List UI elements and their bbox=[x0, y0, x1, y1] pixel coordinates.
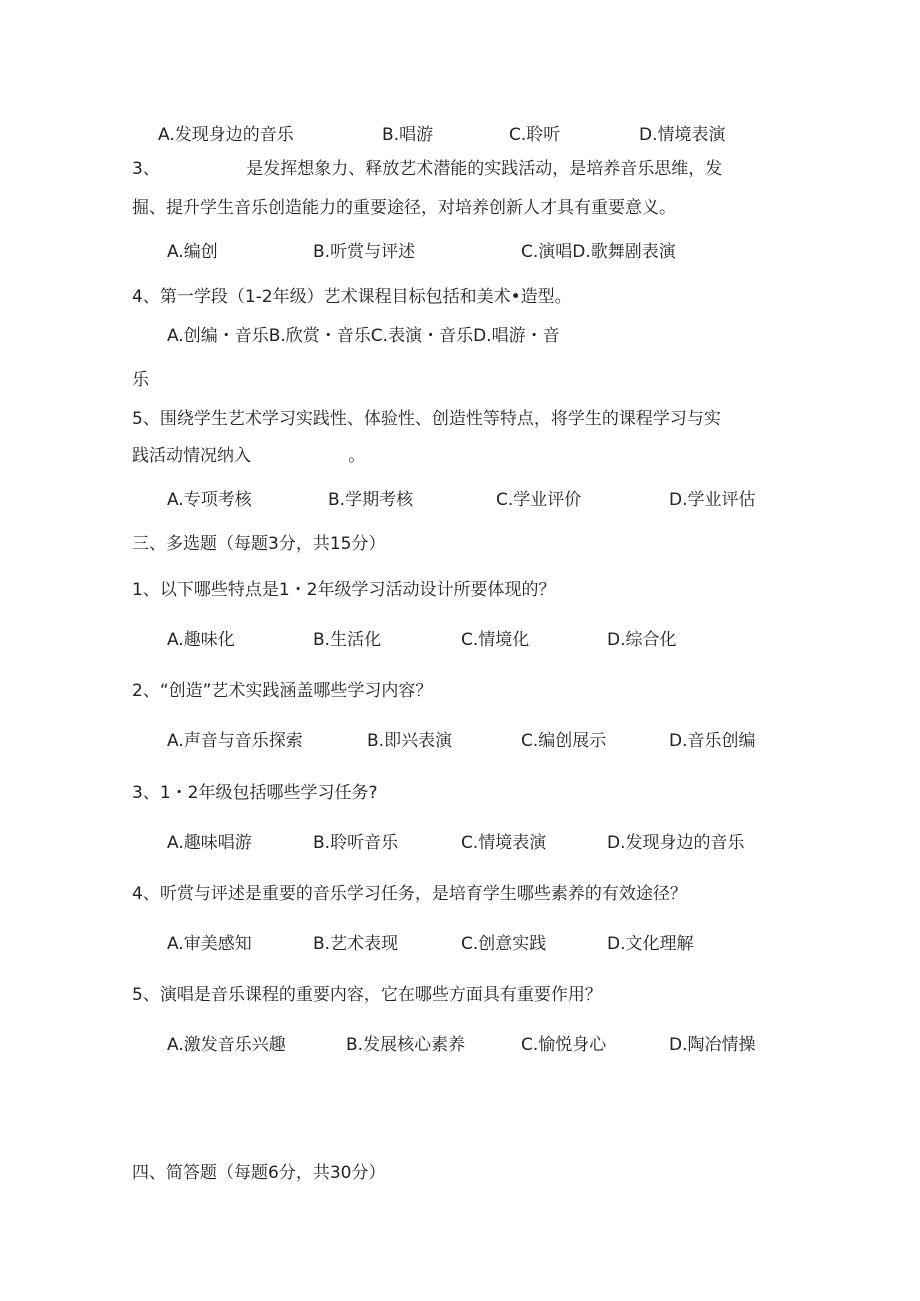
prev-option-a: A.发现身边的音乐 bbox=[158, 125, 294, 145]
section4-title: 四、简答题（每题6分，共30分） bbox=[132, 1163, 386, 1183]
multi-q2-option-d: D.音乐创编 bbox=[669, 731, 756, 751]
single-q5-line2: 践活动情况纳入 。 bbox=[132, 446, 366, 466]
single-q4-line1: 4、第一学段（1-2年级）艺术课程目标包括和美术•造型。 bbox=[132, 287, 572, 307]
single-q3-line1: 3、 是发挥想象力、释放艺术潜能的实践活动，是培养音乐思维，发 bbox=[132, 159, 723, 179]
single-q4-options-wrap: 乐 bbox=[132, 370, 149, 390]
multi-q1-option-c: C.情境化 bbox=[461, 630, 530, 650]
multi-q4-option-d: D.文化理解 bbox=[607, 934, 694, 954]
multi-q5-option-d: D.陶冶情操 bbox=[669, 1035, 756, 1055]
single-q5-option-d: D.学业评估 bbox=[669, 490, 756, 510]
multi-q5-option-b: B.发展核心素养 bbox=[346, 1035, 466, 1055]
prev-option-c: C.聆听 bbox=[509, 125, 561, 145]
multi-q1-text: 1、以下哪些特点是1・2年级学习活动设计所要体现的？ bbox=[132, 580, 556, 600]
multi-q4-option-c: C.创意实践 bbox=[461, 934, 547, 954]
multi-q5-option-c: C.愉悦身心 bbox=[521, 1035, 607, 1055]
multi-q3-option-c: C.情境表演 bbox=[461, 833, 547, 853]
multi-q1-option-a: A.趣味化 bbox=[167, 630, 235, 650]
prev-option-b: B.唱游 bbox=[382, 125, 434, 145]
multi-q5-option-a: A.激发音乐兴趣 bbox=[167, 1035, 286, 1055]
multi-q4-option-a: A.审美感知 bbox=[167, 934, 252, 954]
single-q3-option-a: A.编创 bbox=[167, 242, 218, 262]
single-q5-line1: 5、围绕学生艺术学习实践性、体验性、创造性等特点，将学生的课程学习与实 bbox=[132, 409, 721, 429]
multi-q1-option-b: B.生活化 bbox=[313, 630, 382, 650]
multi-q2-option-c: C.编创展示 bbox=[521, 731, 607, 751]
prev-option-d: D.情境表演 bbox=[639, 125, 726, 145]
multi-q2-text: 2、“创造”艺术实践涵盖哪些学习内容？ bbox=[132, 681, 433, 701]
section3-title: 三、多选题（每题3分，共15分） bbox=[132, 534, 386, 554]
multi-q3-option-a: A.趣味唱游 bbox=[167, 833, 252, 853]
single-q3-option-b: B.听赏与评述 bbox=[313, 242, 416, 262]
single-q3-option-cd: C.演唱D.歌舞剧表演 bbox=[521, 242, 676, 262]
multi-q1-option-d: D.综合化 bbox=[607, 630, 677, 650]
multi-q3-text: 3、1・2年级包括哪些学习任务? bbox=[132, 783, 378, 803]
single-q5-option-a: A.专项考核 bbox=[167, 490, 252, 510]
multi-q2-option-b: B.即兴表演 bbox=[367, 731, 453, 751]
multi-q4-option-b: B.艺术表现 bbox=[313, 934, 399, 954]
single-q3-line2: 掘、提升学生音乐创造能力的重要途径，对培养创新人才具有重要意义。 bbox=[132, 198, 676, 218]
multi-q3-option-d: D.发现身边的音乐 bbox=[607, 833, 745, 853]
multi-q4-text: 4、听赏与评述是重要的音乐学习任务，是培育学生哪些素养的有效途径？ bbox=[132, 884, 687, 904]
single-q5-option-b: B.学期考核 bbox=[328, 490, 414, 510]
multi-q2-option-a: A.声音与音乐探索 bbox=[167, 731, 303, 751]
multi-q5-text: 5、演唱是音乐课程的重要内容，它在哪些方面具有重要作用？ bbox=[132, 985, 602, 1005]
single-q5-option-c: C.学业评价 bbox=[496, 490, 582, 510]
single-q4-options: A.创编・音乐B.欣赏・音乐C.表演・音乐D.唱游・音 bbox=[167, 326, 560, 346]
multi-q3-option-b: B.聆听音乐 bbox=[313, 833, 399, 853]
